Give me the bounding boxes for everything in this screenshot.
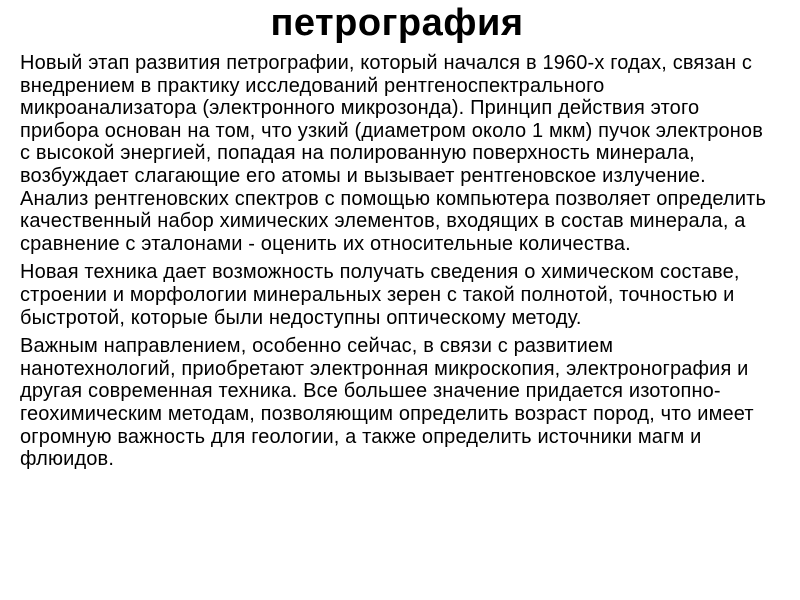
paragraph-new-technique: Новая техника дает возможность получать сведения о химическом составе, строении и морфологии минеральных зерен с такой полнотой, точностью и быстротой, которые были недоступны оптическому методу. bbox=[20, 261, 740, 329]
paragraph-modern-methods: Важным направлением, особенно сейчас, в связи с развитием нанотехнологий, приобретают электронная микроскопия, электронография и другая современная техника. Все большее значение придается изотопно-геохимическим методам, позволяющим определить возраст пород, что имеет огромную важность для геологии, а также определить источники магм и флюидов. bbox=[20, 335, 754, 471]
paragraph-electron-microprobe: Новый этап развития петрографии, который начался в 1960-х годах, связан с внедрением в практику исследований рентгеноспектрального микроанализатора (электронного микрозонда). Принцип действия этого прибора основан на том, что узкий (диаметром около 1 мкм) пучок электронов с высокой энергией, попадая на полированную поверхность минерала, возбуждает слагающие его атомы и вызывает рентгеновское излучение. Анализ рентгеновских спектров с помощью компьютера позволяет определить качественный набор химических элементов, входящих в состав минерала, а сравнение с эталонами - оценить их относительные количества. bbox=[20, 52, 767, 255]
slide-body bbox=[20, 52, 774, 471]
slide-title: петрография bbox=[270, 2, 524, 44]
